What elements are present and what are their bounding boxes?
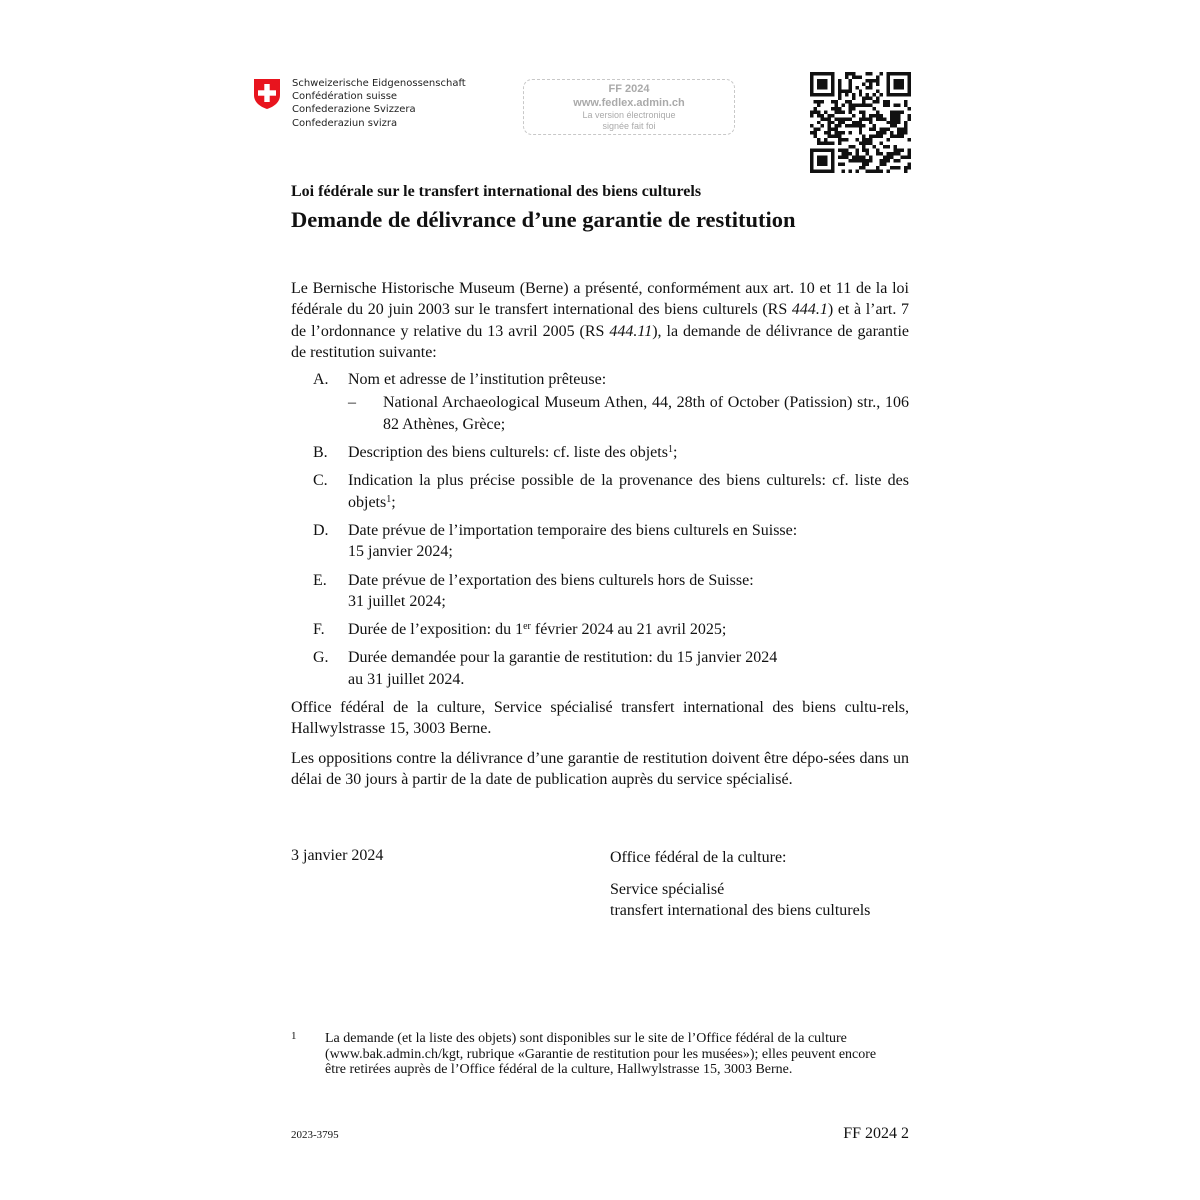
item-letter: B. [313, 444, 328, 462]
item-text: Indication la plus précise possible de la provenance des biens culturels: cf. liste des objets [348, 472, 909, 511]
footnote-text: La demande (et la liste des objets) sont disponibles sur le site de l’Office fédéral de la culture (www.bak.admin.ch/kgt, rubrique «Garantie de restitution pour les musées»); elles peuvent encore être retirées auprès de l’Office fédéral de la culture, Hallwylstrasse 15, 3003 Berne. [325, 1031, 877, 1077]
item-letter: E. [313, 571, 327, 589]
item-letter: D. [313, 521, 329, 539]
item-text: Durée demandée pour la garantie de restitution: du 15 janvier 2024 [348, 649, 778, 667]
confederation-name-fr: Confédération suisse [292, 91, 398, 103]
item-text-end: ; [672, 444, 678, 462]
item-letter: C. [313, 472, 328, 490]
item-text-line2: 31 juillet 2024; [348, 592, 446, 610]
signature-service-detail: transfert international des biens culturels [610, 902, 871, 919]
list-item [291, 619, 909, 640]
stamp-line-1: FF 2024 [608, 83, 650, 95]
oppositions-paragraph: Les oppositions contre la délivrance d’une garantie de restitution doivent être dépo-sées dans un délai de 30 jours à partir de la date de publication auprès du service spécialisé. [291, 749, 909, 788]
office-paragraph: Office fédéral de la culture, Service spécialisé transfert international des biens cultu-rels, Hallwylstrasse 15, 3003 Berne. [291, 699, 909, 738]
signature-service: Service spécialisé [610, 881, 725, 898]
document-subtitle: Loi fédérale sur le transfert international des biens culturels [291, 183, 702, 200]
item-text-end: février 2024 au 21 avril 2025; [530, 621, 727, 639]
document-date: 3 janvier 2024 [291, 847, 384, 864]
list-item [291, 442, 909, 463]
item-text: Durée de l’exposition: du 1 [348, 621, 524, 639]
rs-reference-2: 444.11 [609, 322, 653, 340]
intro-text-2: ) et à l’art. 7 de l’ordonnance y relative du 13 avril 2005 (RS [291, 301, 909, 340]
page-reference: FF 2024 2 [843, 1125, 909, 1142]
confederation-name-it: Confederazione Svizzera [292, 104, 416, 116]
list-item [291, 369, 909, 435]
item-text-wrap [348, 619, 909, 640]
item-text: Nom et adresse de l’institution prêteuse: [348, 371, 607, 389]
document-body [291, 278, 909, 790]
rs-reference-1: 444.1 [791, 301, 828, 319]
signature-block [610, 847, 870, 921]
item-text: Date prévue de l’importation temporaire des biens culturels en Suisse: [348, 521, 798, 539]
intro-paragraph [291, 278, 909, 363]
intro-text-1: Le Bernische Historische Museum (Berne) a présenté, conformément aux art. 10 et 11 de la loi fédérale du 20 juin 2003 sur le transfert international des biens culturels (RS [291, 280, 909, 319]
footnote-ref: 1 [386, 493, 392, 505]
list-item [291, 647, 909, 690]
footnote-number: 1 [291, 1030, 297, 1042]
intro-text-3: ), la demande de délivrance de garantie de restitution suivante: [291, 322, 909, 361]
footnote-ref: 1 [667, 444, 673, 456]
ordinal-superscript: er [523, 621, 531, 633]
confederation-name-rm: Confederaziun svizra [292, 117, 398, 129]
item-text: Date prévue de l’exportation des biens culturels hors de Suisse: [348, 571, 754, 589]
list-item [291, 470, 909, 513]
sub-item [348, 392, 909, 435]
list-item [291, 520, 909, 563]
stamp-line-3: La version électronique [582, 110, 676, 120]
confederation-name-de: Schweizerische Eidgenossenschaft [292, 78, 466, 89]
signature-office: Office fédéral de la culture: [610, 849, 787, 866]
document-number: 2023-3795 [291, 1129, 339, 1141]
item-text-line2: 15 janvier 2024; [348, 543, 453, 561]
item-text-wrap [348, 470, 909, 513]
list-item [291, 570, 909, 613]
item-text-wrap [348, 442, 909, 463]
signature-stamp [523, 79, 735, 135]
swiss-cross-icon [253, 78, 281, 110]
sub-item-dash: – [348, 394, 356, 412]
stamp-line-4: signée fait foi [602, 121, 656, 131]
qr-code-icon [810, 72, 911, 173]
item-text: Description des biens culturels: cf. liste des objets [348, 444, 668, 462]
item-text-line2: au 31 juillet 2024. [348, 670, 465, 688]
confederation-names [292, 77, 466, 130]
document-title: Demande de délivrance d’une garantie de restitution [291, 207, 796, 232]
footnote [291, 1031, 891, 1078]
request-items-list [291, 369, 909, 690]
stamp-line-2: www.fedlex.admin.ch [573, 97, 685, 109]
sub-item-text: National Archaeological Museum Athen, 44, 28th of October (Patission) str., 106 82 Athènes, Grèce; [383, 394, 909, 433]
item-letter: F. [313, 621, 325, 639]
item-text-end: ; [391, 493, 396, 511]
item-letter: A. [313, 371, 329, 389]
item-letter: G. [313, 649, 329, 667]
